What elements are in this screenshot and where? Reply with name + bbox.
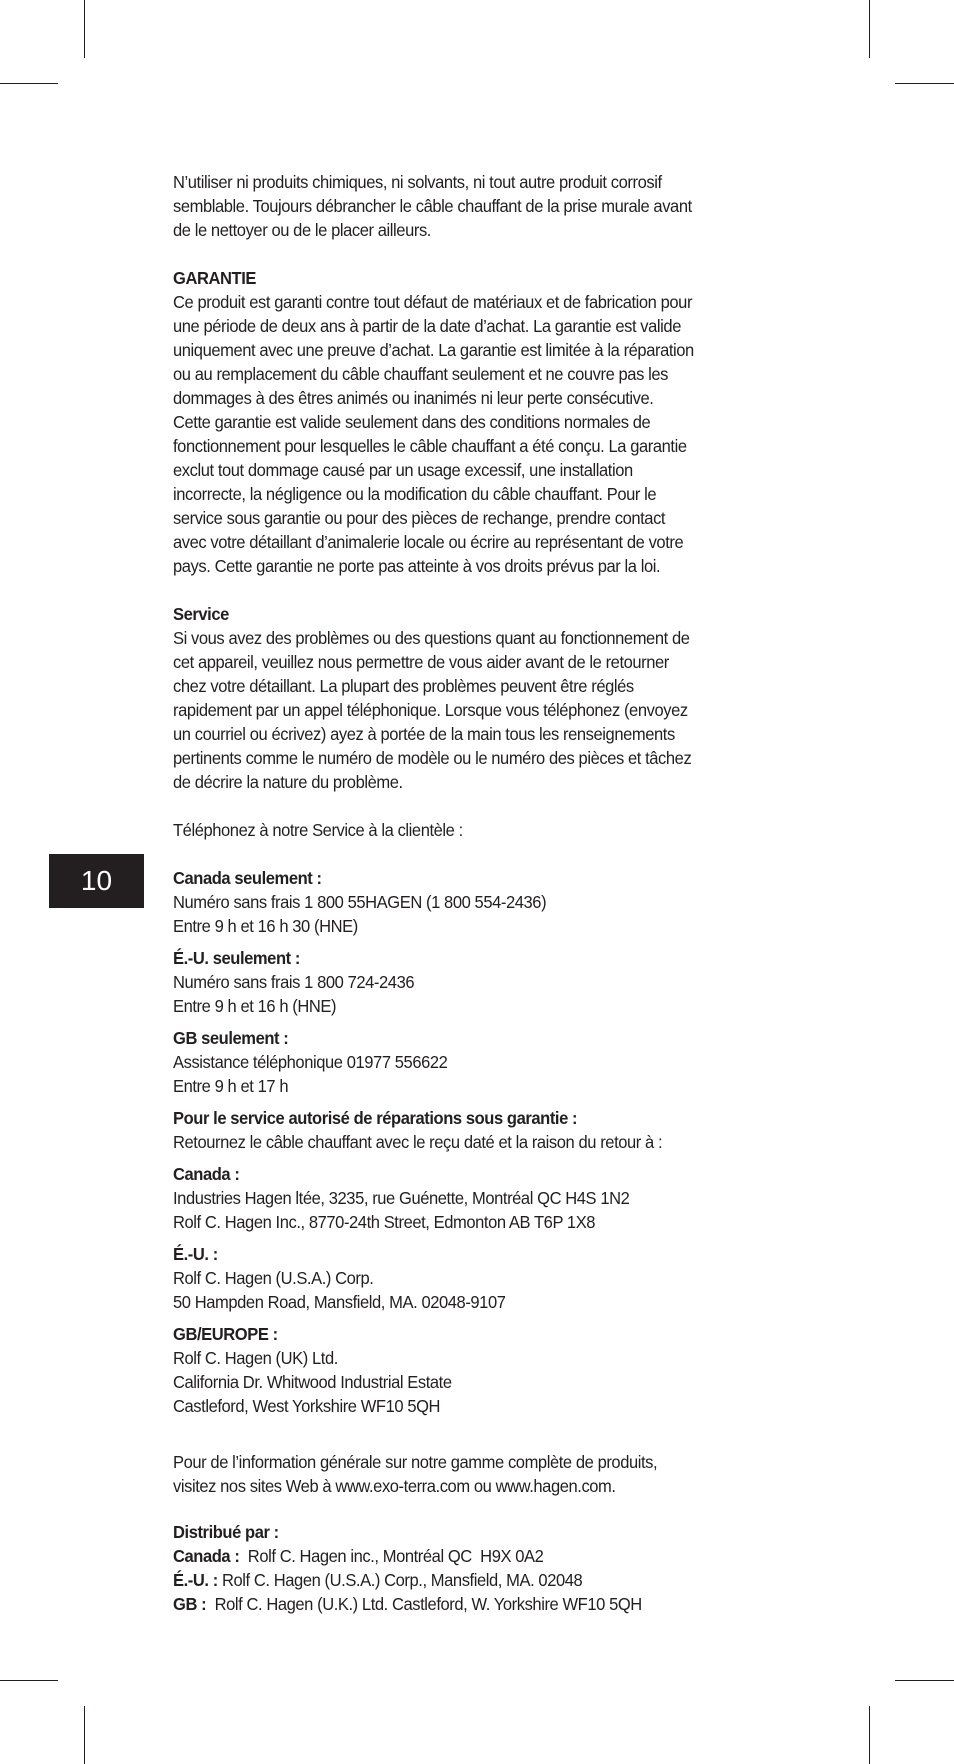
distributed-heading: Distribué par : [173, 1522, 279, 1542]
crop-mark-top-right-horizontal [895, 83, 954, 84]
page-number-tab: 10 [49, 854, 144, 908]
contact-line: California Dr. Whitwood Industrial Estate [173, 1372, 452, 1392]
warranty-line: avec votre détaillant d’animalerie locale ou écrire au représentant de votre [173, 532, 684, 552]
distributor-row [173, 1544, 793, 1568]
distributor-address: Rolf C. Hagen (U.K.) Ltd. Castleford, W. Yorkshire WF10 5QH [206, 1594, 642, 1614]
crop-mark-top-left-horizontal [0, 83, 58, 84]
address-canada [173, 1162, 793, 1234]
warranty-line: uniquement avec une preuve d’achat. La garantie est limitée à la réparation [173, 340, 694, 360]
distributor-region: É.-U. : [173, 1570, 218, 1590]
service-line: de décrire la nature du problème. [173, 772, 403, 792]
warranty-line: Ce produit est garanti contre tout défaut de matériaux et de fabrication pour [173, 292, 693, 312]
contact-line: Retournez le câble chauffant avec le reçu daté et la raison du retour à : [173, 1132, 663, 1152]
intro-paragraph [173, 170, 793, 242]
warranty-line: incorrecte, la négligence ou la modification du câble chauffant. Pour le [173, 484, 657, 504]
warranty-line: fonctionnement pour lesquelles le câble chauffant a été conçu. La garantie [173, 436, 687, 456]
distributor-region: GB : [173, 1594, 207, 1614]
service-line: pertinents comme le numéro de modèle ou le numéro des pièces et tâchez [173, 748, 692, 768]
contact-line: Numéro sans frais 1 800 724-2436 [173, 972, 415, 992]
crop-mark-bottom-left-horizontal [0, 1680, 58, 1681]
distributor-address: Rolf C. Hagen inc., Montréal QC H9X 0A2 [239, 1546, 544, 1566]
warranty-line: une période de deux ans à partir de la date d’achat. La garantie est valide [173, 316, 681, 336]
contact-usa [173, 946, 793, 1018]
contact-gb [173, 1026, 793, 1098]
contact-heading: É.-U. : [173, 1244, 218, 1264]
contact-heading: É.-U. seulement : [173, 948, 300, 968]
crop-mark-bottom-right-vertical [869, 1706, 870, 1764]
warranty-line: service sous garantie ou pour des pièces de rechange, prendre contact [173, 508, 666, 528]
info-line: visitez nos sites Web à www.exo-terra.com ou www.hagen.com. [173, 1476, 616, 1496]
warranty-line: ou au remplacement du câble chauffant seulement et ne couvre pas les [173, 364, 668, 384]
service-section [173, 602, 793, 794]
intro-line: semblable. Toujours débrancher le câble chauffant de la prise murale avant [173, 196, 692, 216]
contact-line: 50 Hampden Road, Mansfield, MA. 02048-9107 [173, 1292, 506, 1312]
contact-line: Numéro sans frais 1 800 55HAGEN (1 800 554-2436) [173, 892, 547, 912]
service-line: chez votre détaillant. La plupart des problèmes peuvent être réglés [173, 676, 634, 696]
customer-service-call-line: Téléphonez à notre Service à la clientèle : [173, 820, 463, 840]
address-gb-europe [173, 1322, 793, 1418]
warranty-section [173, 266, 793, 578]
contact-line: Castleford, West Yorkshire WF10 5QH [173, 1396, 441, 1416]
contact-heading: Canada seulement : [173, 868, 322, 888]
warranty-line: pays. Cette garantie ne porte pas atteinte à vos droits prévus par la loi. [173, 556, 661, 576]
service-line: rapidement par un appel téléphonique. Lorsque vous téléphonez (envoyez [173, 700, 688, 720]
distributed-by-section [173, 1520, 793, 1616]
service-line: cet appareil, veuillez nous permettre de vous aider avant de le retourner [173, 652, 669, 672]
crop-mark-top-left-vertical [84, 0, 85, 58]
service-line: Si vous avez des problèmes ou des questions quant au fonctionnement de [173, 628, 690, 648]
contact-canada [173, 866, 793, 938]
contact-line: Entre 9 h et 17 h [173, 1076, 289, 1096]
warranty-heading: GARANTIE [173, 268, 256, 288]
general-info-paragraph [173, 1450, 793, 1498]
contact-line: Rolf C. Hagen (U.S.A.) Corp. [173, 1268, 374, 1288]
distributor-address: Rolf C. Hagen (U.S.A.) Corp., Mansfield, MA. 02048 [217, 1570, 583, 1590]
intro-line: N’utiliser ni produits chimiques, ni solvants, ni tout autre produit corrosif [173, 172, 662, 192]
contact-heading: GB seulement : [173, 1028, 289, 1048]
intro-line: de le nettoyer ou de le placer ailleurs. [173, 220, 431, 240]
contact-heading: Canada : [173, 1164, 240, 1184]
contact-line: Entre 9 h et 16 h 30 (HNE) [173, 916, 358, 936]
contact-heading: Pour le service autorisé de réparations sous garantie : [173, 1108, 578, 1128]
distributor-row [173, 1592, 793, 1616]
crop-mark-top-right-vertical [869, 0, 870, 58]
distributor-row [173, 1568, 793, 1592]
service-heading: Service [173, 604, 229, 624]
contact-line: Rolf C. Hagen Inc., 8770-24th Street, Edmonton AB T6P 1X8 [173, 1212, 596, 1232]
warranty-line: dommages à des êtres animés ou inanimés ni leur perte consécutive. [173, 388, 654, 408]
crop-mark-bottom-right-horizontal [895, 1680, 954, 1681]
warranty-repair-service [173, 1106, 793, 1154]
crop-mark-bottom-left-vertical [84, 1706, 85, 1764]
distributor-region: Canada : [173, 1546, 240, 1566]
warranty-line: Cette garantie est valide seulement dans des conditions normales de [173, 412, 651, 432]
info-line: Pour de l’information générale sur notre gamme complète de produits, [173, 1452, 658, 1472]
address-usa [173, 1242, 793, 1314]
document-body [173, 170, 793, 1616]
contact-line: Assistance téléphonique 01977 556622 [173, 1052, 448, 1072]
contact-heading: GB/EUROPE : [173, 1324, 278, 1344]
contact-line: Industries Hagen ltée, 3235, rue Guénette, Montréal QC H4S 1N2 [173, 1188, 630, 1208]
contact-line: Rolf C. Hagen (UK) Ltd. [173, 1348, 338, 1368]
service-line: un courriel ou écrivez) ayez à portée de la main tous les renseignements [173, 724, 675, 744]
contact-line: Entre 9 h et 16 h (HNE) [173, 996, 337, 1016]
warranty-line: exclut tout dommage causé par un usage excessif, une installation [173, 460, 633, 480]
